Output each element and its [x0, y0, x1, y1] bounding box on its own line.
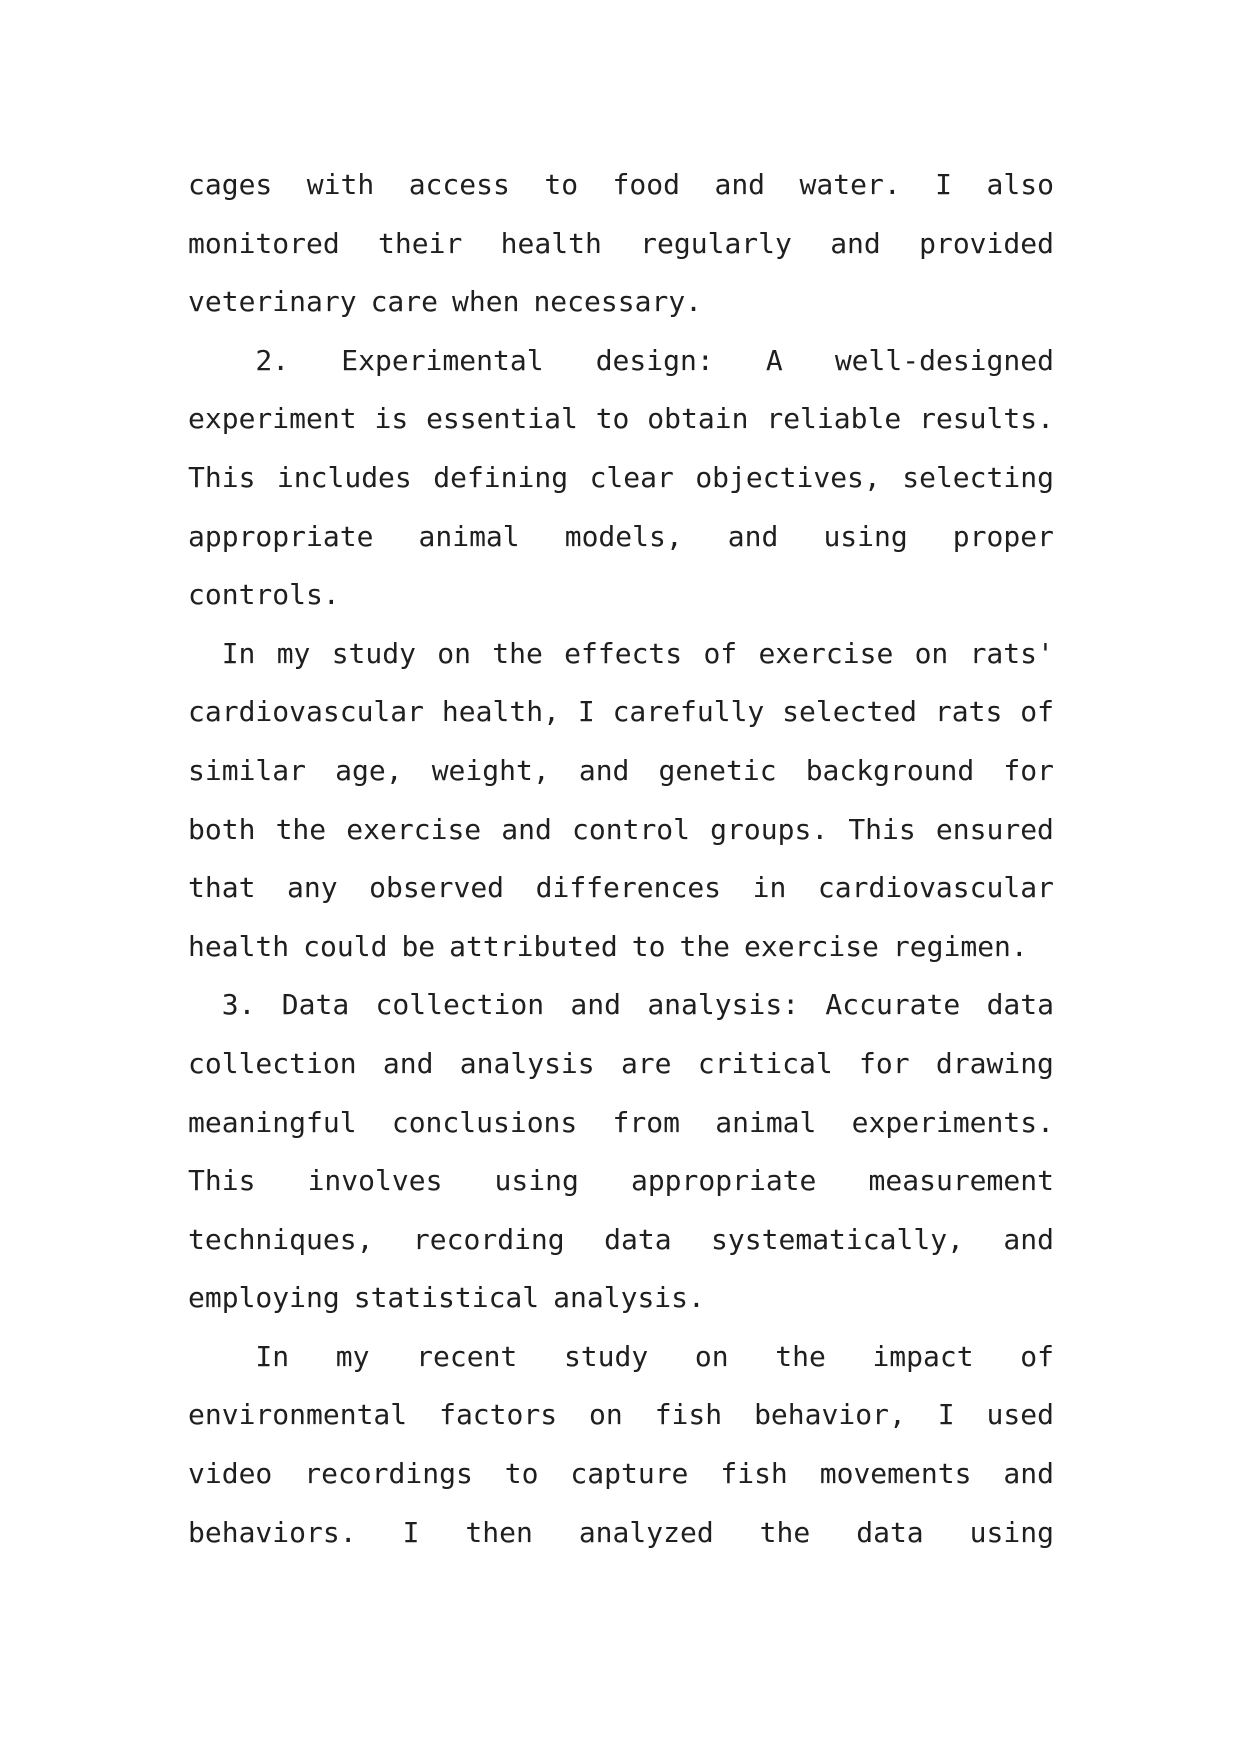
word: cardiovascular — [817, 871, 1054, 905]
text-line — [188, 1386, 1054, 1445]
word: to — [595, 402, 630, 436]
word: ensured — [935, 812, 1054, 846]
word: of — [703, 636, 738, 670]
word: recordings — [304, 1457, 473, 1491]
word: models, — [564, 519, 683, 553]
word: conclusions — [391, 1105, 578, 1139]
word: essential — [426, 402, 578, 436]
word: the — [492, 636, 543, 670]
word: their — [378, 226, 463, 260]
text-line — [188, 742, 1054, 801]
word: This — [188, 460, 256, 494]
word: analyzed — [578, 1515, 714, 1549]
word: using — [823, 519, 908, 553]
word: experiment — [188, 402, 357, 436]
word: impact — [872, 1339, 974, 1373]
word: on — [437, 636, 471, 670]
text-line — [188, 1269, 1054, 1328]
word: care — [370, 285, 439, 319]
text-line — [188, 859, 1054, 918]
word: clear — [589, 460, 674, 494]
word: weight, — [431, 753, 550, 787]
word: In — [221, 636, 256, 670]
word: and — [830, 226, 881, 260]
word: analysis: — [647, 988, 800, 1022]
word: drawing — [935, 1046, 1054, 1080]
word: effects — [564, 636, 683, 670]
word: appropriate — [630, 1164, 817, 1198]
word: access — [408, 168, 510, 201]
word: attributed — [449, 929, 618, 963]
word: environmental — [188, 1398, 408, 1432]
word: using — [494, 1164, 579, 1198]
word: rats' — [969, 636, 1054, 670]
text-line — [188, 683, 1054, 742]
word: the — [275, 812, 327, 846]
word: carefully — [612, 695, 765, 729]
word: to — [504, 1457, 539, 1491]
word: exercise — [346, 812, 482, 846]
text-line — [188, 1445, 1054, 1504]
word: and — [714, 168, 766, 201]
word: recording — [412, 1222, 565, 1256]
word: This — [188, 1164, 256, 1198]
word: reliable — [766, 402, 902, 436]
word: factors — [439, 1398, 558, 1432]
word: data — [604, 1222, 672, 1256]
word: is — [374, 402, 409, 436]
document-body — [188, 156, 1054, 1562]
word: cardiovascular — [188, 695, 425, 729]
word: then — [465, 1515, 533, 1549]
word: with — [306, 168, 375, 201]
word: that — [188, 871, 256, 905]
text-line — [188, 215, 1054, 274]
word: for — [859, 1046, 910, 1080]
word: genetic — [658, 753, 777, 787]
word: I — [402, 1515, 420, 1549]
word: Accurate — [825, 988, 961, 1022]
word: In — [255, 1339, 290, 1373]
text-line — [188, 976, 1054, 1035]
word: the — [759, 1515, 811, 1549]
word: well-designed — [834, 343, 1054, 377]
word: I — [937, 1398, 955, 1432]
word: the — [679, 929, 731, 963]
text-line — [188, 801, 1054, 860]
word: obtain — [647, 402, 749, 436]
word: study — [331, 636, 416, 670]
word: age, — [335, 753, 403, 787]
word: and — [501, 812, 552, 846]
word: water. — [799, 168, 901, 201]
word: appropriate — [188, 519, 374, 553]
text-line — [188, 625, 1054, 684]
word: and — [578, 753, 630, 787]
word: be — [401, 929, 436, 963]
text-line — [188, 156, 1054, 215]
word: the — [775, 1339, 826, 1373]
word: Experimental — [341, 343, 544, 377]
word: control — [572, 812, 691, 846]
word: animal — [418, 519, 520, 553]
word: regularly — [640, 226, 792, 260]
word: in — [752, 871, 787, 905]
word: groups. — [710, 812, 829, 846]
word: exercise — [758, 636, 894, 670]
word: experiments. — [851, 1105, 1054, 1139]
text-line — [188, 508, 1054, 567]
word: study — [563, 1339, 649, 1373]
word: employing — [188, 1281, 340, 1315]
word: selecting — [902, 460, 1054, 494]
word: analysis. — [553, 1281, 705, 1315]
text-line — [188, 918, 1054, 977]
word: my — [276, 636, 311, 670]
word: veterinary — [188, 285, 357, 319]
word: provided — [919, 226, 1054, 260]
word: statistical — [353, 1281, 540, 1315]
word: behavior, — [754, 1398, 906, 1432]
word: observed — [369, 871, 505, 905]
word: fish — [654, 1398, 723, 1432]
word: A — [765, 343, 783, 377]
word: 3. — [221, 988, 256, 1022]
text-line — [188, 1094, 1054, 1153]
word: behaviors. — [188, 1515, 357, 1549]
word: recent — [416, 1339, 518, 1373]
word: collection — [375, 988, 545, 1022]
word: both — [188, 812, 256, 846]
word: on — [589, 1398, 623, 1432]
word: of — [1020, 695, 1054, 729]
word: data — [856, 1515, 924, 1549]
word: critical — [697, 1046, 833, 1080]
text-line — [188, 273, 1054, 332]
word: 2. — [255, 343, 290, 377]
word: exercise — [744, 929, 879, 963]
word: meaningful — [188, 1105, 357, 1139]
word: to — [631, 929, 666, 963]
word: results. — [919, 402, 1054, 436]
word: and — [570, 988, 621, 1022]
text-line — [188, 390, 1054, 449]
text-line — [188, 449, 1054, 508]
word: similar — [188, 753, 307, 787]
word: and — [727, 519, 779, 553]
text-line — [188, 1035, 1054, 1094]
word: Data — [281, 988, 350, 1022]
word: measurement — [868, 1164, 1054, 1198]
word: on — [914, 636, 949, 670]
word: from — [612, 1105, 680, 1139]
word: capture — [570, 1457, 689, 1491]
text-line — [188, 1328, 1054, 1387]
word: necessary. — [533, 285, 703, 319]
word: for — [1003, 753, 1054, 787]
word: health — [188, 929, 290, 963]
word: movements — [819, 1457, 972, 1491]
word: selected — [782, 695, 918, 729]
text-line — [188, 1152, 1054, 1211]
word: monitored — [188, 226, 340, 260]
word: to — [544, 168, 579, 201]
word: on — [694, 1339, 729, 1373]
word: and — [382, 1046, 434, 1080]
word: data — [986, 988, 1054, 1022]
word: regimen. — [892, 929, 1028, 963]
word: when — [452, 285, 520, 319]
word: background — [805, 753, 975, 787]
word: could — [303, 929, 388, 963]
word: my — [335, 1339, 370, 1373]
word: using — [969, 1515, 1054, 1549]
word: systematically, — [711, 1222, 964, 1256]
word: also — [986, 168, 1054, 201]
word: defining — [433, 460, 569, 494]
word: fish — [720, 1457, 788, 1491]
word: video — [188, 1457, 273, 1491]
word: involves — [307, 1164, 443, 1198]
word: rats — [934, 695, 1003, 729]
word: design: — [595, 343, 714, 377]
word: animal — [715, 1105, 817, 1139]
word: I — [935, 168, 953, 201]
word: includes — [276, 460, 412, 494]
word: differences — [535, 871, 722, 905]
word: analysis — [459, 1046, 595, 1080]
word: This — [848, 812, 916, 846]
word: objectives, — [695, 460, 881, 494]
word: proper — [952, 519, 1054, 553]
word: controls. — [188, 578, 340, 612]
word: any — [287, 871, 338, 905]
text-line — [188, 566, 1054, 625]
word: and — [1003, 1222, 1054, 1256]
word: are — [620, 1046, 672, 1080]
word: collection — [188, 1046, 357, 1080]
word: health — [500, 226, 602, 260]
word: of — [1020, 1339, 1054, 1373]
word: used — [986, 1398, 1054, 1432]
word: I — [577, 695, 595, 729]
word: techniques, — [188, 1222, 374, 1256]
word: health, — [441, 695, 560, 729]
word: cages — [188, 168, 273, 201]
text-line — [188, 332, 1054, 391]
text-line — [188, 1211, 1054, 1270]
text-line — [188, 1504, 1054, 1563]
word: food — [612, 168, 680, 201]
word: and — [1003, 1457, 1054, 1491]
